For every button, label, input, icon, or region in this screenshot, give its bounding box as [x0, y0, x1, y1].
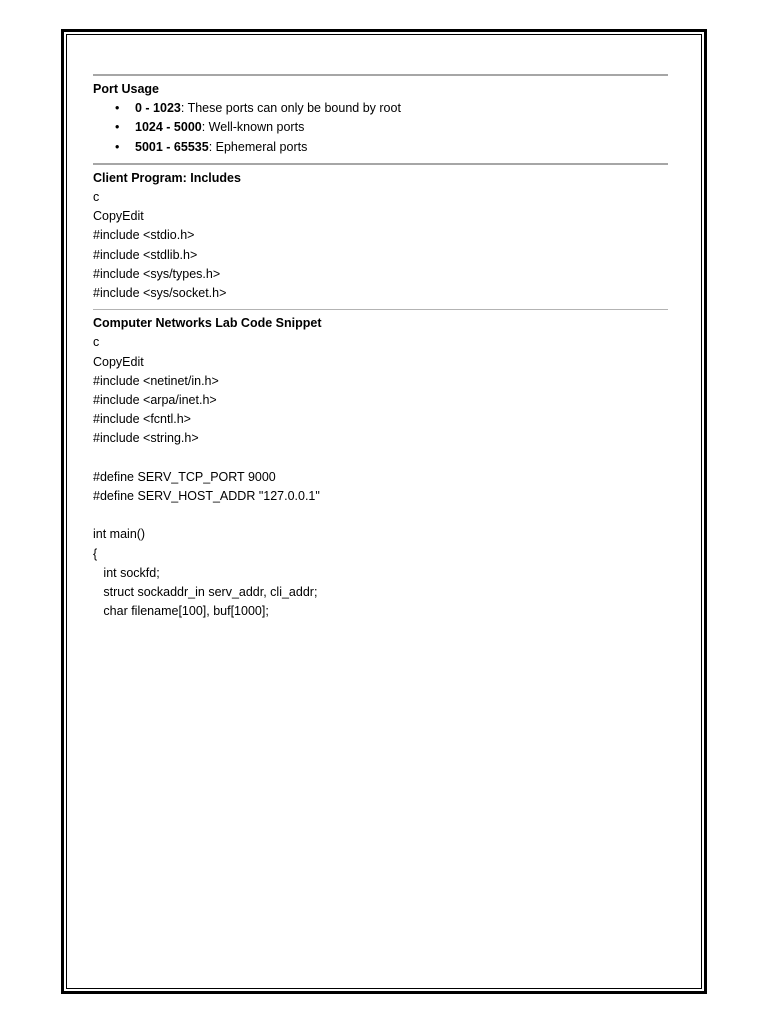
lab-snippet-code: [93, 372, 668, 622]
port-range: 0 - 1023: [135, 101, 181, 116]
code-line: int sockfd;: [93, 565, 160, 580]
section-divider: [93, 163, 668, 165]
code-line: #include <sys/types.h>: [93, 266, 221, 281]
port-range-description: : These ports can only be bound by root: [180, 101, 401, 116]
copy-edit-label: CopyEdit: [93, 354, 144, 369]
code-language-label: c: [93, 190, 100, 205]
code-line: int main(): [93, 527, 146, 542]
copy-edit-label: CopyEdit: [93, 209, 144, 224]
code-line: #include <sys/socket.h>: [93, 286, 227, 301]
client-includes-heading: Client Program: Includes: [93, 170, 241, 185]
code-line: #include <stdio.h>: [93, 228, 195, 243]
code-line: #include <arpa/inet.h>: [93, 393, 217, 408]
code-language-label: c: [93, 335, 100, 350]
client-includes-code: [93, 226, 668, 303]
code-line: #include <string.h>: [93, 431, 199, 446]
port-range-description: : Ephemeral ports: [208, 139, 308, 154]
code-line: #include <netinet/in.h>: [93, 373, 219, 388]
list-item: [113, 99, 668, 118]
code-line: {: [93, 546, 98, 561]
list-item: [113, 118, 668, 137]
code-line: #include <fcntl.h>: [93, 412, 191, 427]
port-range: 5001 - 65535: [135, 139, 209, 154]
code-line: #include <stdlib.h>: [93, 247, 198, 262]
code-line: [93, 506, 668, 525]
code-line: #define SERV_TCP_PORT 9000: [93, 469, 276, 484]
document-body: [93, 74, 668, 621]
code-line: char filename[100], buf[1000];: [93, 604, 269, 619]
port-usage-heading: Port Usage: [93, 82, 159, 96]
code-line: [93, 449, 668, 468]
port-range: 1024 - 5000: [135, 120, 202, 135]
list-item: [113, 138, 668, 157]
code-line: #define SERV_HOST_ADDR "127.0.0.1": [93, 489, 320, 504]
section-divider: [93, 309, 668, 310]
lab-snippet-heading: Computer Networks Lab Code Snippet: [93, 316, 322, 331]
port-range-description: : Well-known ports: [201, 120, 305, 135]
port-usage-list: [93, 99, 668, 157]
code-line: struct sockaddr_in serv_addr, cli_addr;: [93, 585, 318, 600]
section-divider: [93, 74, 668, 76]
